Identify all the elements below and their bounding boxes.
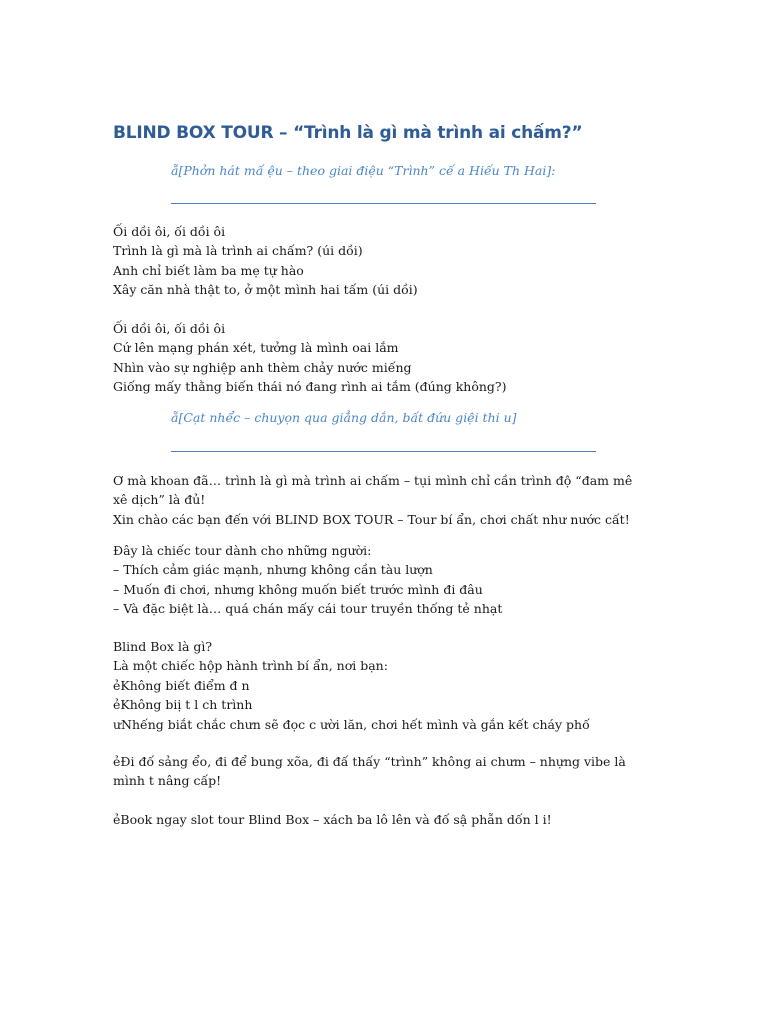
lyric-line: Cứ lên mạng phán xét, tưởng là mình oai lắm [113, 340, 399, 356]
audience-heading: Đây là chiếc tour dành cho những người: [113, 543, 372, 558]
closing-line: ẻĐi đố sảng ểo, đi để bung xõa, đi đấ thấy “trình” không ai chưm – nhựng vibe là mình t nâng cấp! [113, 754, 626, 789]
section-heading: Blind Box là gì? [113, 639, 213, 654]
blind-box-section [113, 637, 653, 734]
bullet-item: ưNhếng biắt chắc chưn sẽ đọc c ười lăn, chơi hết mình và gắn kết cháy phố [113, 716, 590, 732]
intro-line: Ơ mà khoan đã… trình là gì mà trình ai chấm – tụi mình chỉ cần trình độ “đam mê xê dịch” là đủ! [113, 473, 633, 508]
section-line: Là một chiếc hộp hành trình bí ẩn, nơi bạn: [113, 658, 388, 674]
divider-line [171, 451, 596, 452]
lyric-line: Ối dồi ôi, ối dồi ôi [113, 224, 226, 239]
stage-note-intro: ẵ[Phởn hát mấ ệu – theo giai điệu “Trình” cế a Hiếu Th Hai]: [171, 163, 556, 178]
audience-list [113, 541, 653, 619]
cta-line: ẻBook ngay slot tour Blind Box – xách ba lô lên và đố sậ phẫn dốn l i! [113, 812, 552, 827]
lyric-line: Trình là gì mà là trình ai chấm? (úi dồi) [113, 243, 363, 259]
document-title: BLIND BOX TOUR – “Trình là gì mà trình ai chấm?” [113, 123, 583, 143]
intro-line: Xin chào các bạn đến với BLIND BOX TOUR – Tour bí ẩn, chơi chất như nước cất! [113, 511, 630, 527]
bullet-item: ẻKhông biết điểm đ n [113, 677, 250, 693]
lyrics-verse-2 [113, 319, 653, 397]
audience-item: – Và đặc biệt là… quá chán mấy cái tour truyền thống tẻ nhạt [113, 601, 503, 617]
audience-item: – Muốn đi chơi, nhưng không muốn biết trước mình đi đâu [113, 581, 483, 597]
lyric-line: Nhìn vào sự nghiệp anh thèm chảy nước miếng [113, 359, 412, 375]
lyric-line: Xây căn nhà thật to, ở một mình hai tấm (úi dồi) [113, 282, 418, 298]
lyric-line: Anh chỉ biết làm ba mẹ tự hào [113, 262, 304, 278]
closing-paragraph [113, 752, 633, 791]
lyric-line: Giống mấy thằng biến thái nó đang rình ai tắm (đúng không?) [113, 379, 507, 395]
lyric-line: Ối dồi ôi, ối dồi ôi [113, 321, 226, 336]
intro-paragraph [113, 471, 648, 529]
call-to-action [113, 810, 653, 829]
audience-item: – Thích cảm giác mạnh, nhưng không cần tàu lượn [113, 562, 433, 578]
divider-line [171, 203, 596, 204]
bullet-item: ẻKhông biị t l ch trình [113, 697, 253, 713]
lyrics-verse-1 [113, 222, 653, 300]
stage-note-transition: ẵ[Cạt nhểc – chuyọn qua giẳng dắn, bất đứu giệi thi u] [171, 410, 517, 425]
